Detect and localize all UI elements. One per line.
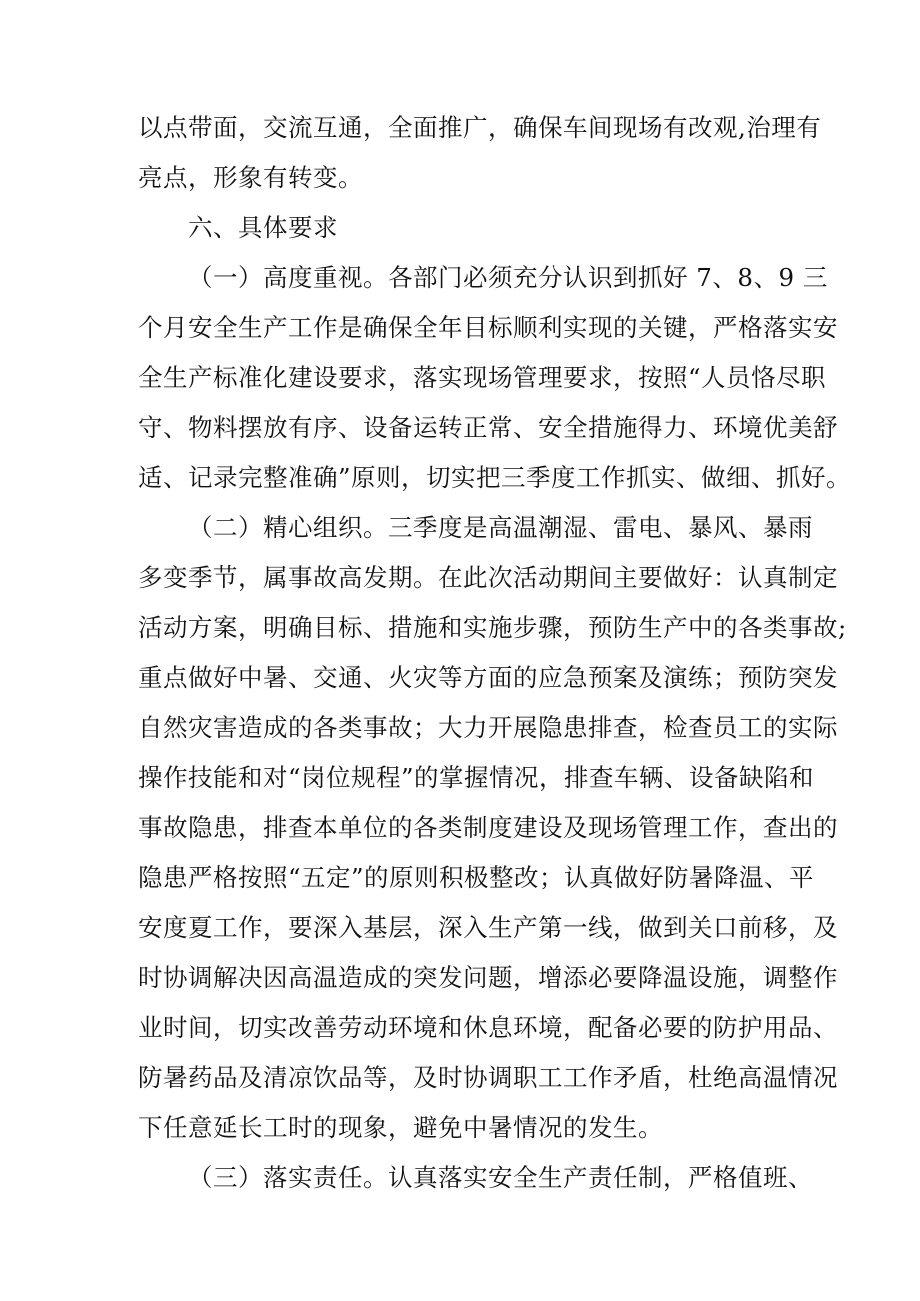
paragraph-line: 重点做好中暑、交通、火灾等方面的应急预案及演练；预防突发: [138, 663, 838, 692]
paragraph-line: （二）精心组织。三季度是高温潮湿、雷电、暴风、暴雨: [188, 513, 813, 542]
paragraph-line: 时协调解决因高温造成的突发问题，增添必要降温设施，调整作: [138, 963, 838, 992]
paragraph-line: （一）高度重视。各部门必须充分认识到抓好 7、8、9 三: [188, 263, 828, 292]
paragraph-line: 自然灾害造成的各类事故；大力开展隐患排查，检查员工的实际: [138, 713, 838, 742]
paragraph-line: 适、记录完整准确”原则，切实把三季度工作抓实、做细、抓好。: [138, 463, 852, 492]
paragraph-line: 防暑药品及清凉饮品等，及时协调职工工作矛盾，杜绝高温情况: [138, 1063, 838, 1092]
section-heading: 六、具体要求: [188, 213, 338, 242]
paragraph-line: 操作技能和对“岗位规程”的掌握情况，排查车辆、设备缺陷和: [138, 763, 815, 792]
paragraph-line: 事故隐患，排查本单位的各类制度建设及现场管理工作，查出的: [138, 813, 838, 842]
paragraph-line: 个月安全生产工作是确保全年目标顺利实现的关键，严格落实安: [138, 313, 838, 342]
paragraph-line: 多变季节，属事故高发期。在此次活动期间主要做好：认真制定: [138, 563, 838, 592]
paragraph-line: 以点带面，交流互通，全面推广，确保车间现场有改观,治理有: [138, 113, 822, 142]
paragraph-line: 守、物料摆放有序、设备运转正常、安全措施得力、环境优美舒: [138, 413, 838, 442]
paragraph-line: 安度夏工作，要深入基层，深入生产第一线，做到关口前移，及: [138, 913, 838, 942]
paragraph-line: 活动方案，明确目标、措施和实施步骤，预防生产中的各类事故;: [138, 613, 847, 642]
paragraph-line: 亮点，形象有转变。: [138, 163, 363, 192]
paragraph-line: 下任意延长工时的现象，避免中暑情况的发生。: [138, 1113, 663, 1142]
paragraph-line: 全生产标准化建设要求，落实现场管理要求，按照“人员恪尽职: [138, 363, 827, 392]
paragraph-line: 隐患严格按照“五定”的原则积极整改；认真做好防暑降温、平: [138, 863, 815, 892]
paragraph-line: 业时间，切实改善劳动环境和休息环境，配备必要的防护用品、: [138, 1013, 838, 1042]
paragraph-line: （三）落实责任。认真落实安全生产责任制，严格值班、: [188, 1163, 813, 1192]
